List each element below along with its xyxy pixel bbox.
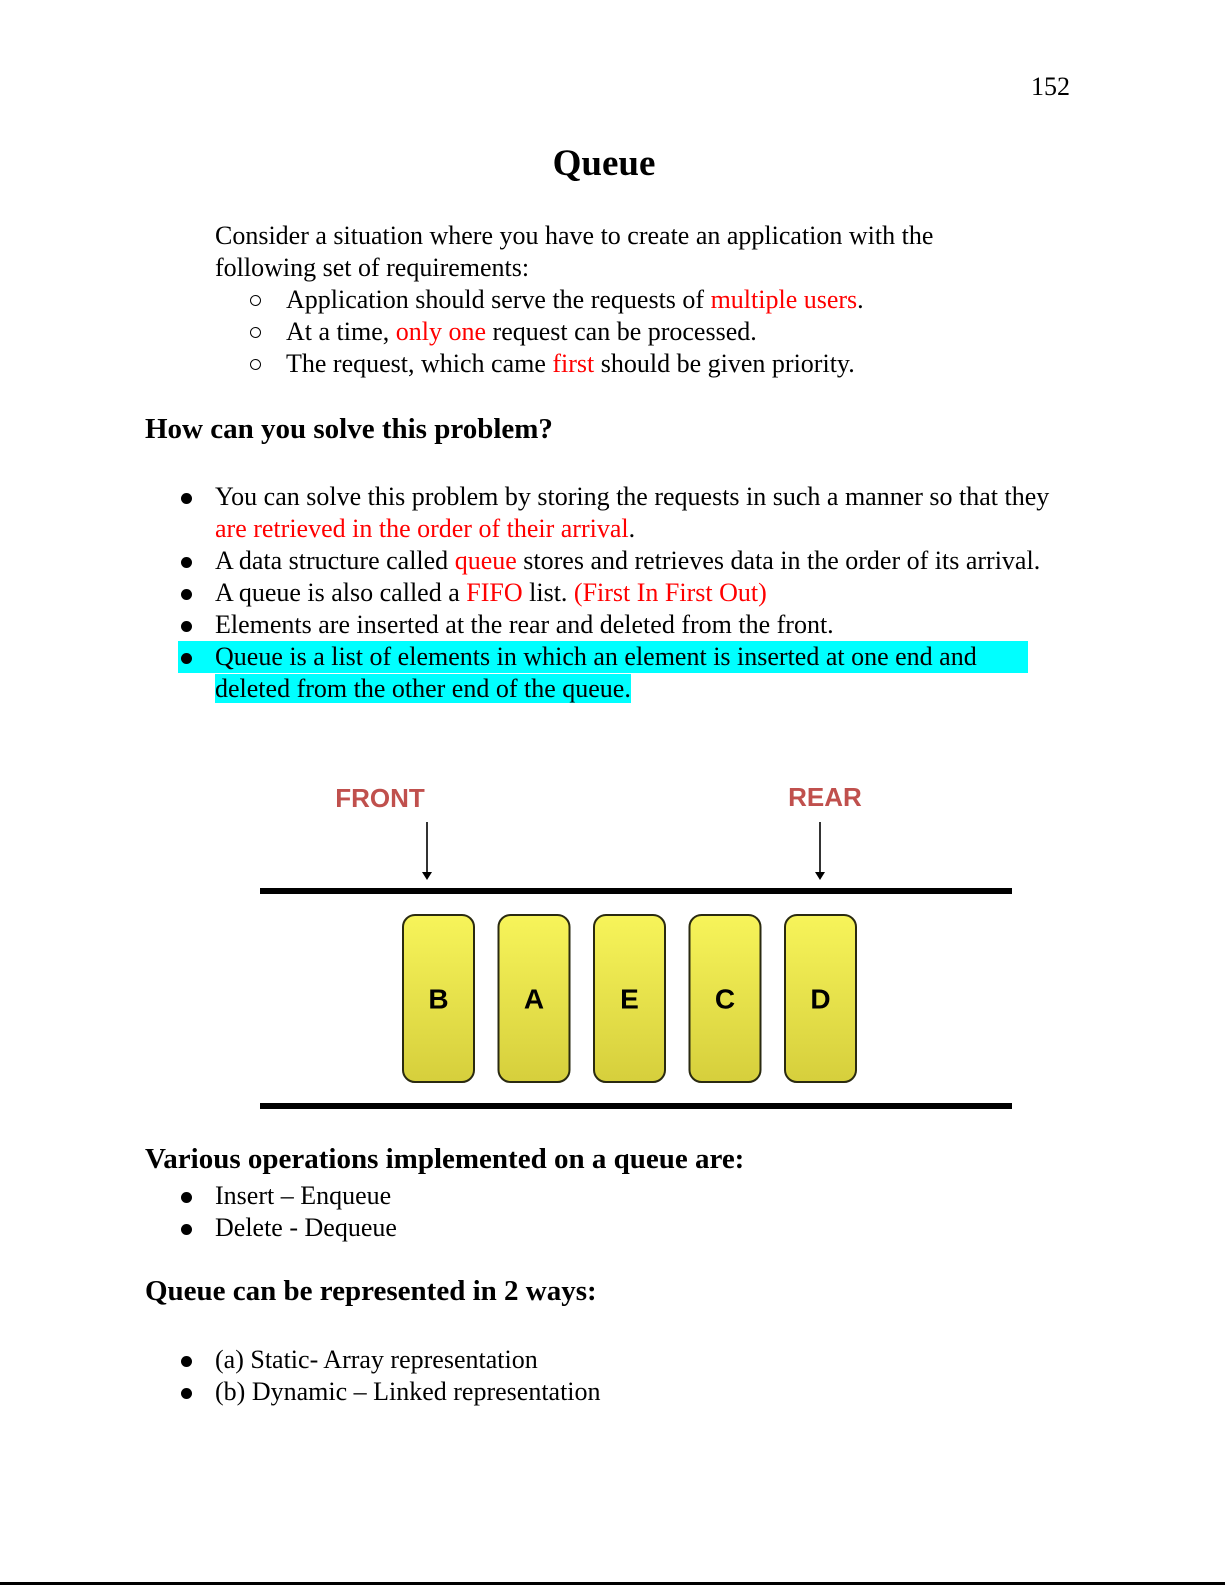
bullet-icon <box>181 589 192 600</box>
circle-bullet-icon <box>250 327 261 338</box>
circle-bullet-icon <box>250 359 261 370</box>
bullet-icon <box>181 653 192 664</box>
intro-paragraph: Consider a situation where you have to create an application with the following set of requirements: <box>215 221 934 282</box>
list-item: You can solve this problem by storing the requests in such a manner so that they are retrieved in the order of their arrival. <box>178 481 1058 545</box>
queue-top-rail <box>260 888 1012 894</box>
queue-element-label: C <box>714 983 736 1015</box>
list-item: At a time, only one request can be processed. <box>250 316 864 348</box>
front-label: FRONT <box>335 783 425 813</box>
queue-element <box>499 915 570 1082</box>
queue-element <box>403 915 474 1082</box>
bullet-icon <box>181 557 192 568</box>
list-item: Insert – Enqueue <box>178 1180 1058 1212</box>
operations-list <box>178 1180 1058 1244</box>
list-item: (a) Static- Array representation <box>178 1344 1058 1376</box>
queue-diagram <box>255 770 1025 1120</box>
circle-bullet-icon <box>250 295 261 306</box>
requirements-list <box>250 284 864 380</box>
queue-bottom-rail <box>260 1103 1012 1109</box>
bullet-icon <box>181 1356 192 1367</box>
queue-element-label: B <box>428 983 449 1015</box>
representation-list <box>178 1344 1058 1408</box>
heading-operations: Various operations implemented on a queue are: <box>145 1143 745 1175</box>
queue-element-label: D <box>810 983 831 1015</box>
rear-label: REAR <box>788 782 862 812</box>
bullet-icon <box>181 1224 192 1235</box>
highlighted-list-item: Queue is a list of elements in which an element is inserted at one end and deleted from the other end of the queue. <box>178 641 1027 705</box>
list-item: Application should serve the requests of multiple users. <box>250 284 864 316</box>
front-arrow-icon <box>422 822 432 880</box>
list-item: A data structure called queue stores and retrieves data in the order of its arrival. <box>178 545 1058 577</box>
solve-list <box>178 481 1058 705</box>
page-number: 152 <box>1031 72 1070 101</box>
queue-element-label: A <box>523 983 545 1015</box>
bullet-icon <box>181 1192 192 1203</box>
rear-arrow-icon <box>815 822 825 880</box>
queue-element-label: E <box>620 983 639 1015</box>
list-item: A queue is also called a FIFO list. (First In First Out) <box>178 577 1058 609</box>
list-item: The request, which came first should be given priority. <box>250 348 864 380</box>
bullet-icon <box>181 621 192 632</box>
list-item: Elements are inserted at the rear and deleted from the front. <box>178 609 1058 641</box>
list-item: (b) Dynamic – Linked representation <box>178 1376 1058 1408</box>
heading-solve: How can you solve this problem? <box>145 413 553 445</box>
page-title: Queue <box>552 143 656 184</box>
list-item: Delete - Dequeue <box>178 1212 1058 1244</box>
heading-representation: Queue can be represented in 2 ways: <box>145 1275 597 1307</box>
queue-element <box>785 915 856 1082</box>
queue-element <box>594 915 665 1082</box>
queue-element <box>690 915 761 1082</box>
bullet-icon <box>181 1388 192 1399</box>
bullet-icon <box>181 493 192 504</box>
